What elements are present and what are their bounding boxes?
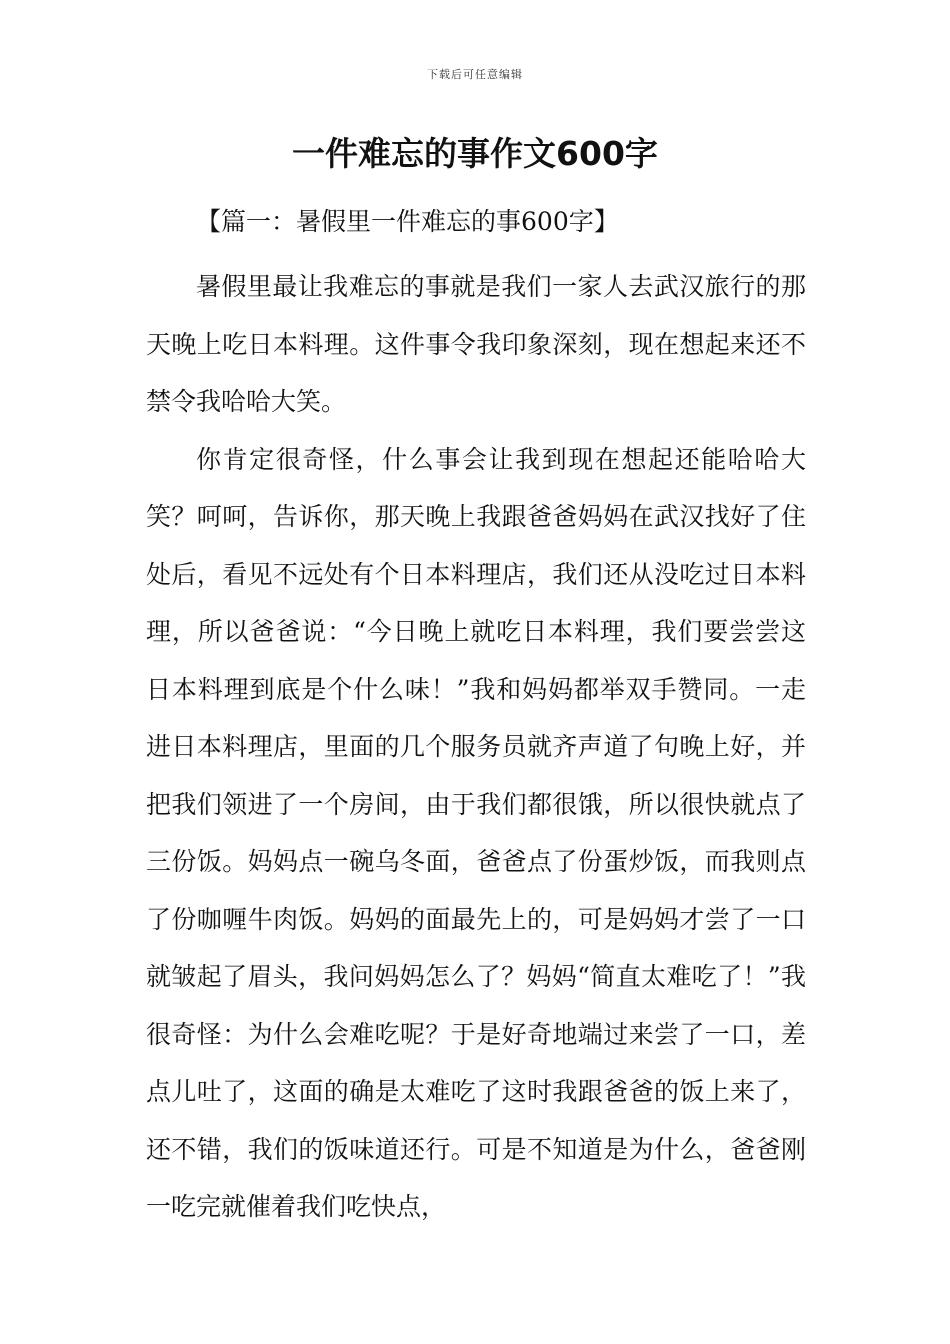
section-heading: 【篇一：暑假里一件难忘的事600字】	[196, 207, 619, 236]
paragraph-2: 你肯定很奇怪，什么事会让我到现在想起还能哈哈大笑？呵呵，告诉你，那天晚上我跟爸爸妈妈在武汉找好了住处后，看见不远处有个日本料理店，我们还从没吃过日本料理，所以爸爸说：“今日晚上就吃日本料理，我们要尝尝这日本料理到底是个什么味！”我和妈妈都举双手赞同。一走进日本料理店，里面的几个服务员就齐声道了句晚上好，并把我们领进了一个房间，由于我们都很饿，所以很快就点了三份饭。妈妈点一碗乌冬面，爸爸点了份蛋炒饭，而我则点了份咖喱牛肉饭。妈妈的面最先上的，可是妈妈才尝了一口就皱起了眉头，我问妈妈怎么了？妈妈“简直太难吃了！”我很奇怪：为什么会难吃呢？于是好奇地端过来尝了一口，差点儿吐了，这面的确是太难吃了这时我跟爸爸的饭上来了，还不错，我们的饭味道还行。可是不知道是为什么，爸爸刚一吃完就催着我们吃快点，	[146, 444, 806, 1221]
paragraph-1: 暑假里最让我难忘的事就是我们一家人去武汉旅行的那天晚上吃日本料理。这件事令我印象深刻，现在想起来还不禁令我哈哈大笑。	[146, 272, 806, 416]
header-note: 下载后可任意编辑	[427, 68, 523, 81]
document-body	[146, 200, 806, 1236]
document-title: 一件难忘的事作文600字	[292, 134, 658, 173]
